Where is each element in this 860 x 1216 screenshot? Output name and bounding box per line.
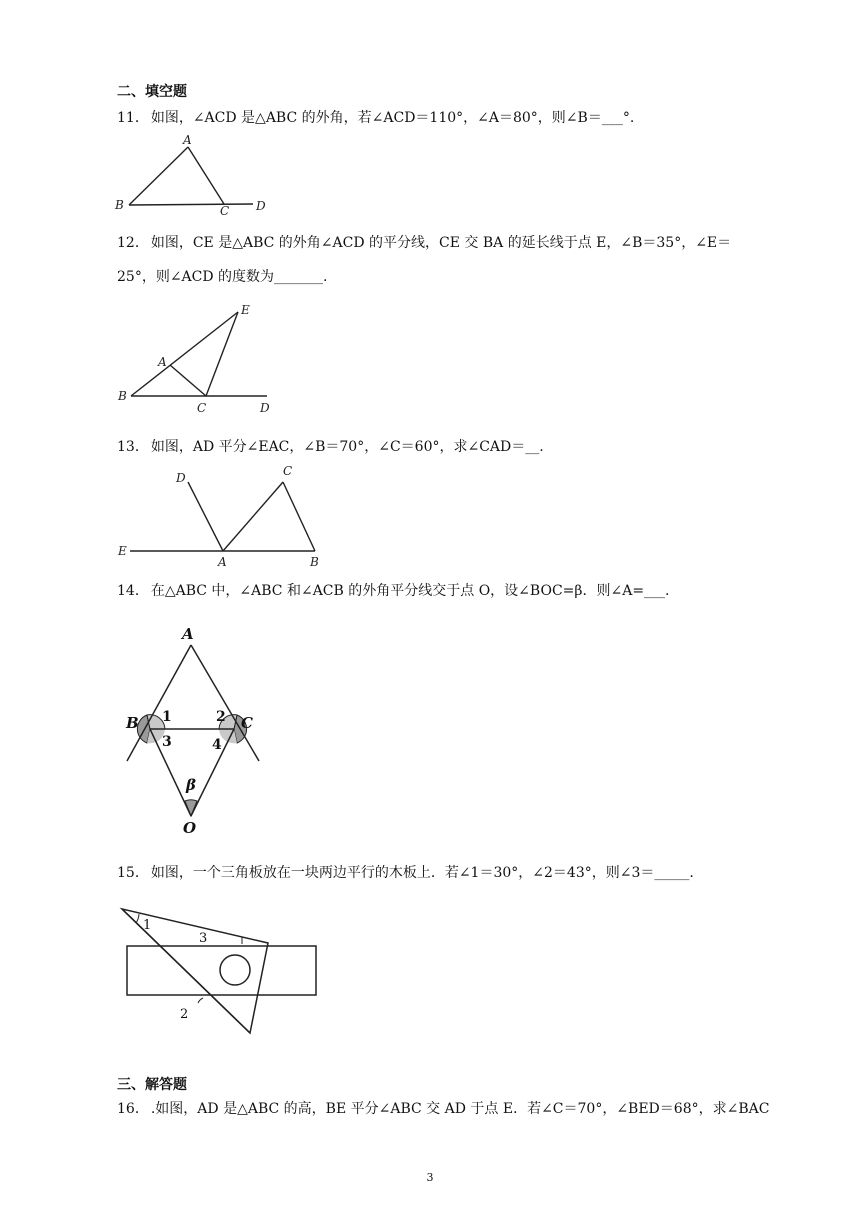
question-13 — [117, 440, 544, 454]
question-14 — [117, 584, 670, 598]
point-label-e: E — [241, 303, 250, 317]
angle-label-1: 1 — [162, 709, 172, 725]
point-label-c: C — [283, 464, 293, 478]
figure-12 — [110, 298, 290, 418]
question-15 — [117, 866, 694, 880]
question-12-continued — [117, 270, 328, 284]
question-text: 如图，AD 平分∠EAC，∠B＝70°，∠C＝60°，求∠CAD＝__. — [150, 439, 544, 455]
point-label-a: A — [182, 625, 194, 643]
point-label-c: C — [220, 204, 230, 218]
point-label-c: C — [197, 401, 207, 415]
question-11 — [117, 111, 634, 125]
question-number: 15． — [117, 865, 149, 881]
point-label-b: B — [126, 714, 139, 732]
point-label-b: B — [115, 198, 124, 212]
angle-label-1: 1 — [143, 918, 152, 933]
section-heading-fill-in: 二、填空题 — [117, 84, 187, 100]
figure-14 — [110, 622, 280, 837]
point-label-b: B — [118, 389, 127, 403]
page-number: 3 — [426, 1171, 434, 1184]
point-label-a: A — [183, 133, 192, 147]
point-label-b: B — [310, 555, 319, 569]
question-text: .如图，AD 是△ABC 的高，BE 平分∠ABC 交 AD 于点 E．若∠C＝70°，∠BED＝68°，求∠BAC — [150, 1101, 770, 1117]
question-number: 11． — [117, 110, 149, 126]
question-text-line-2: 25°，则∠ACD 的度数为_______. — [117, 269, 328, 285]
point-label-c: C — [241, 714, 253, 732]
angle-label-beta: β — [186, 776, 196, 794]
question-text: 如图，∠ACD 是△ABC 的外角，若∠ACD＝110°，∠A＝80°，则∠B＝___°. — [150, 110, 635, 126]
point-label-a: A — [218, 555, 227, 569]
angle-label-2: 2 — [216, 709, 226, 725]
question-text: 如图，CE 是△ABC 的外角∠ACD 的平分线，CE 交 BA 的延长线于点 E，∠B＝35°，∠E＝ — [150, 235, 732, 251]
section-heading-solve: 三、解答题 — [117, 1077, 187, 1093]
angle-label-3: 3 — [199, 931, 208, 946]
point-label-o: O — [183, 819, 197, 837]
question-number: 16． — [117, 1101, 149, 1117]
point-label-a: A — [158, 355, 167, 369]
question-16 — [117, 1102, 769, 1116]
question-number: 12． — [117, 235, 149, 251]
point-label-e: E — [118, 544, 127, 558]
question-12 — [117, 236, 731, 250]
figure-13 — [110, 460, 330, 570]
angle-label-2: 2 — [180, 1007, 189, 1022]
point-label-d: D — [256, 199, 266, 213]
figure-11 — [110, 133, 280, 218]
angle-label-3: 3 — [162, 734, 172, 750]
point-label-d: D — [176, 471, 186, 485]
point-label-d: D — [260, 401, 270, 415]
question-text: 在△ABC 中，∠ABC 和∠ACB 的外角平分线交于点 O，设∠BOC=β．则∠A=___. — [150, 583, 670, 599]
angle-label-4: 4 — [212, 737, 222, 753]
question-text: 如图，一个三角板放在一块两边平行的木板上．若∠1＝30°，∠2＝43°，则∠3＝_____. — [150, 865, 694, 881]
question-number: 13． — [117, 439, 149, 455]
figure-15 — [110, 900, 330, 1040]
question-number: 14． — [117, 583, 149, 599]
